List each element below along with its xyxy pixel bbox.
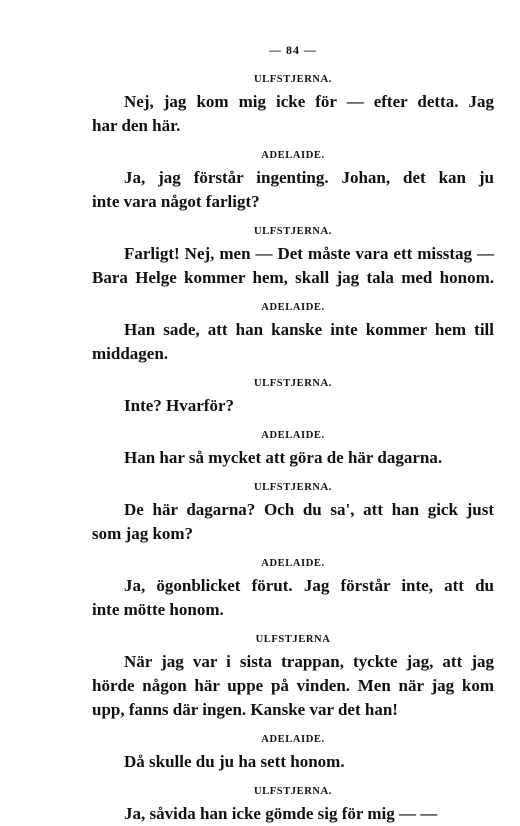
dialogue-line: hörde någon här uppe på vinden. Men när jag kom xyxy=(92,676,494,695)
speaker-name: ULFSTJERNA. xyxy=(253,74,333,85)
speaker-name: ADELAIDE. xyxy=(261,734,325,745)
dialogue-line: Inte? Hvarför? xyxy=(124,396,235,415)
speaker-name: ULFSTJERNA. xyxy=(253,786,333,797)
dialogue-line: som jag kom? xyxy=(92,524,194,543)
dialogue-line: När jag var i sista trappan, tyckte jag, att jag xyxy=(124,652,494,671)
speaker-name: ADELAIDE. xyxy=(261,150,325,161)
speaker-name: ULFSTJERNA. xyxy=(253,378,333,389)
dialogue-line: middagen. xyxy=(92,344,169,363)
dialogue-line: De här dagarna? Och du sa', att han gick just xyxy=(124,500,494,519)
dialogue-line: Farligt! Nej, men — Det måste vara ett misstag — xyxy=(124,244,494,263)
page-number: — 84 — xyxy=(269,43,317,57)
speaker-name: ADELAIDE. xyxy=(261,302,325,313)
dialogue-line: har den här. xyxy=(92,116,181,135)
dialogue-line: Nej, jag kom mig icke för — efter detta. Jag xyxy=(124,92,494,111)
speaker-name: ADELAIDE. xyxy=(261,430,325,441)
dialogue-line: Bara Helge kommer hem, skall jag tala med honom. xyxy=(92,268,494,287)
dialogue-line: Han har så mycket att göra de här dagarna. xyxy=(124,448,443,467)
speaker-name: ULFSTJERNA. xyxy=(253,482,333,493)
speaker-name: ADELAIDE. xyxy=(261,558,325,569)
dialogue-line: Ja, ögonblicket förut. Jag förstår inte, att du xyxy=(124,576,494,595)
speaker-name: ULFSTJERNA. xyxy=(253,226,333,237)
dialogue-line: Då skulle du ju ha sett honom. xyxy=(124,752,345,771)
dialogue-line: Han sade, att han kanske inte kommer hem till xyxy=(124,320,494,339)
speaker-name: ULFSTJERNA xyxy=(255,634,331,645)
dialogue-line: inte vara något farligt? xyxy=(92,192,260,211)
dialogue-line: upp, fanns där ingen. Kanske var det han! xyxy=(92,700,398,719)
book-page xyxy=(92,40,494,826)
dialogue-line: Ja, jag förstår ingenting. Johan, det kan ju xyxy=(124,168,494,187)
dialogue-line: Ja, såvida han icke gömde sig för mig — — xyxy=(124,804,438,823)
dialogue-line: inte mötte honom. xyxy=(92,600,224,619)
